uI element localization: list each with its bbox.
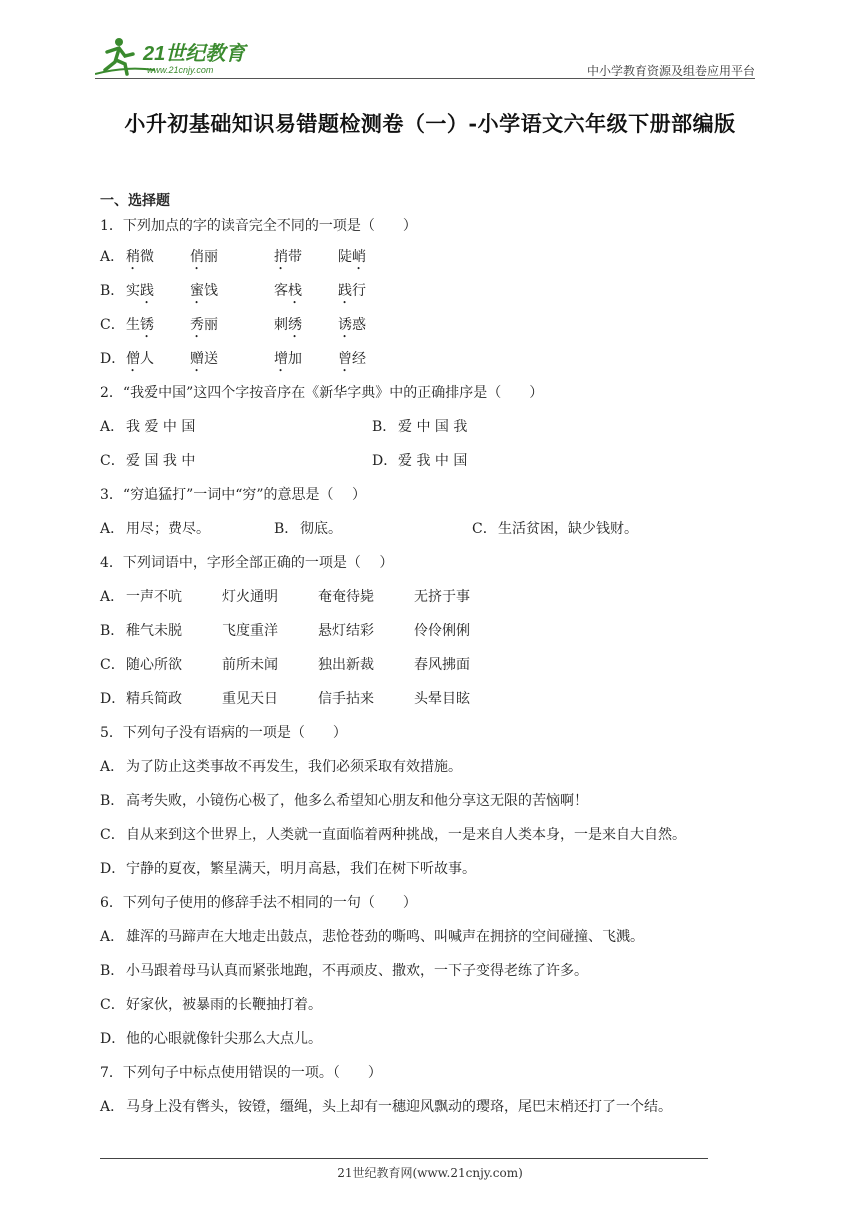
word: 春风拂面: [414, 657, 470, 673]
emphasized-char: 诱: [338, 317, 352, 333]
word-part: 饯: [204, 283, 218, 299]
emphasized-char: 赠: [190, 351, 204, 367]
option-row: [100, 852, 740, 886]
word: [126, 308, 190, 342]
emphasized-char: 秀: [190, 317, 204, 333]
option-label: A．: [100, 521, 125, 537]
option-label: B．: [100, 793, 125, 809]
header-divider: [95, 78, 755, 79]
option-label: D．: [100, 691, 126, 707]
option-row: [100, 784, 740, 818]
word: [338, 308, 398, 342]
word: [338, 274, 398, 308]
option-text: 为了防止这类事故不再发生，我们必须采取有效措施。: [126, 759, 462, 775]
logo-url: www.21cnjy.com: [147, 65, 214, 75]
emphasized-char: 锈: [140, 317, 154, 333]
emphasized-char: 栈: [288, 283, 302, 299]
word-part: 带: [288, 249, 302, 265]
word: 无挤于事: [414, 589, 470, 605]
option-text: 高考失败，小镜伤心极了，他多么希望知心朋友和他分享这无限的苦恼啊！: [126, 793, 588, 809]
option-label: A．: [100, 929, 125, 945]
logo-text: 21世纪教育: [143, 43, 246, 65]
option-text: 自从来到这个世界上，人类就一直面临着两种挑战，一是来自人类本身，一是来自大自然。: [126, 827, 686, 843]
word: 稚气未脱: [126, 623, 182, 639]
page-title: 小升初基础知识易错题检测卷（一）-小学语文六年级下册部编版: [124, 111, 736, 136]
option-row: [100, 954, 740, 988]
emphasized-char: 曾: [338, 351, 352, 367]
option-label: B．: [100, 963, 125, 979]
option-row: [100, 1090, 740, 1124]
word-part: 生: [126, 317, 140, 333]
option-label: D．: [100, 861, 126, 877]
word: 伶伶俐俐: [414, 623, 470, 639]
option-text: 我 爱 中 国: [126, 419, 196, 435]
emphasized-char: 稍: [126, 249, 140, 265]
emphasized-char: 增: [274, 351, 288, 367]
word-part: 陡: [338, 249, 352, 265]
option-label: A．: [100, 759, 125, 775]
option-row: [100, 444, 740, 478]
question-stem: 2．“我爱中国”这四个字按音序在《新华字典》中的正确排序是（ ）: [100, 385, 544, 401]
option-text: 小马跟着母马认真而紧张地跑，不再顽皮、撒欢，一下子变得老练了许多。: [126, 963, 588, 979]
word-part: 人: [140, 351, 154, 367]
option-label: C．: [100, 317, 125, 333]
word: 一声不吭: [126, 589, 182, 605]
question-stem: 1．下列加点的字的读音完全不同的一项是（ ）: [100, 218, 417, 234]
question-stem: 7．下列句子中标点使用错误的一项。（ ）: [100, 1065, 382, 1081]
question-list: [100, 190, 740, 1124]
question-stem: 6．下列句子使用的修辞手法不相同的一句（ ）: [100, 895, 417, 911]
option-label: C．: [100, 657, 125, 673]
option-row: [100, 274, 740, 308]
word: 飞度重洋: [222, 623, 278, 639]
word-part: 行: [352, 283, 366, 299]
question-stem: 5．下列句子没有语病的一项是（ ）: [100, 725, 347, 741]
emphasized-char: 践: [140, 283, 154, 299]
word: 奄奄待毙: [318, 589, 374, 605]
word-part: 丽: [204, 317, 218, 333]
option-row: [100, 988, 740, 1022]
platform-name: 中小学教育资源及组卷应用平台: [586, 64, 755, 78]
option-row: [100, 512, 740, 546]
option-text: 雄浑的马蹄声在大地走出鼓点，悲怆苍劲的嘶鸣、叫喊声在拥挤的空间碰撞、飞溅。: [126, 929, 644, 945]
word: [338, 342, 398, 376]
option-text: 彻底。: [300, 521, 342, 537]
page-footer: 21世纪教育网(www.21cnjy.com): [337, 1166, 523, 1180]
word: 灯火通明: [222, 589, 278, 605]
word: [190, 342, 274, 376]
word: [274, 240, 338, 274]
word-part: 微: [140, 249, 154, 265]
logo: [95, 36, 265, 76]
word: [274, 342, 338, 376]
option-label: A．: [100, 1099, 125, 1115]
option-text: 好家伙，被暴雨的长鞭抽打着。: [126, 997, 322, 1013]
option-row: [100, 818, 740, 852]
question-stem: 4．下列词语中，字形全部正确的一项是（ ）: [100, 555, 394, 571]
option-row: [100, 648, 740, 682]
option-row: [100, 410, 740, 444]
word: [126, 274, 190, 308]
option-row: [100, 750, 740, 784]
word: [338, 240, 398, 274]
emphasized-char: 绣: [288, 317, 302, 333]
word: 前所未闻: [222, 657, 278, 673]
option-text: 爱 中 国 我: [398, 419, 468, 435]
word-part: 丽: [204, 249, 218, 265]
option-row: [100, 308, 740, 342]
emphasized-char: 峭: [352, 249, 366, 265]
word: 独出新裁: [318, 657, 374, 673]
option-row: [100, 614, 740, 648]
option-text: 爱 国 我 中: [126, 453, 196, 469]
page-header: [95, 34, 755, 79]
word-part: 实: [126, 283, 140, 299]
option-row: [100, 682, 740, 716]
option-text: 马身上没有辔头，铵镫，缰绳，头上却有一穗迎风飘动的璎珞，尾巴末梢还打了一个结。: [126, 1099, 672, 1115]
word: 随心所欲: [126, 657, 182, 673]
option-text: 他的心眼就像针尖那么大点儿。: [126, 1031, 322, 1047]
option-text: 爱 我 中 国: [398, 453, 468, 469]
option-text: 生活贫困，缺少钱财。: [498, 521, 638, 537]
option-label: B．: [100, 283, 125, 299]
emphasized-char: 僧: [126, 351, 140, 367]
emphasized-char: 捎: [274, 249, 288, 265]
emphasized-char: 蜜: [190, 283, 204, 299]
word: [190, 308, 274, 342]
question-stem: 3．“穷追猛打”一词中“穷”的意思是（ ）: [100, 487, 366, 503]
option-label: C．: [100, 453, 125, 469]
option-row: [100, 342, 740, 376]
section-heading: 一、选择题: [100, 193, 170, 209]
word: [126, 240, 190, 274]
option-label: C．: [100, 997, 125, 1013]
word: [190, 240, 274, 274]
option-label: A．: [100, 419, 125, 435]
word: [126, 342, 190, 376]
option-label: C．: [472, 521, 497, 537]
option-label: B．: [274, 521, 299, 537]
word-part: 客: [274, 283, 288, 299]
footer-divider: [100, 1158, 708, 1159]
word: 悬灯结彩: [318, 623, 374, 639]
word-part: 刺: [274, 317, 288, 333]
option-label: B．: [100, 623, 125, 639]
option-text: 宁静的夏夜，繁星满天，明月高悬，我们在树下听故事。: [126, 861, 476, 877]
word: [274, 274, 338, 308]
option-label: D．: [100, 351, 126, 367]
option-label: C．: [100, 827, 125, 843]
word: 信手拈来: [318, 691, 374, 707]
option-row: [100, 580, 740, 614]
emphasized-char: 俏: [190, 249, 204, 265]
option-row: [100, 240, 740, 274]
word-part: 经: [352, 351, 366, 367]
option-label: D．: [372, 453, 398, 469]
word: 精兵简政: [126, 691, 182, 707]
word: [190, 274, 274, 308]
word: 头晕目眩: [414, 691, 470, 707]
word-part: 惑: [352, 317, 366, 333]
option-text: 用尽；费尽。: [126, 521, 210, 537]
word: 重见天日: [222, 691, 278, 707]
option-label: B．: [372, 419, 397, 435]
option-label: D．: [100, 1031, 126, 1047]
option-row: [100, 1022, 740, 1056]
word: [274, 308, 338, 342]
option-row: [100, 920, 740, 954]
option-label: A．: [100, 589, 125, 605]
word-part: 送: [204, 351, 218, 367]
emphasized-char: 践: [338, 283, 352, 299]
word-part: 加: [288, 351, 302, 367]
option-label: A．: [100, 249, 125, 265]
